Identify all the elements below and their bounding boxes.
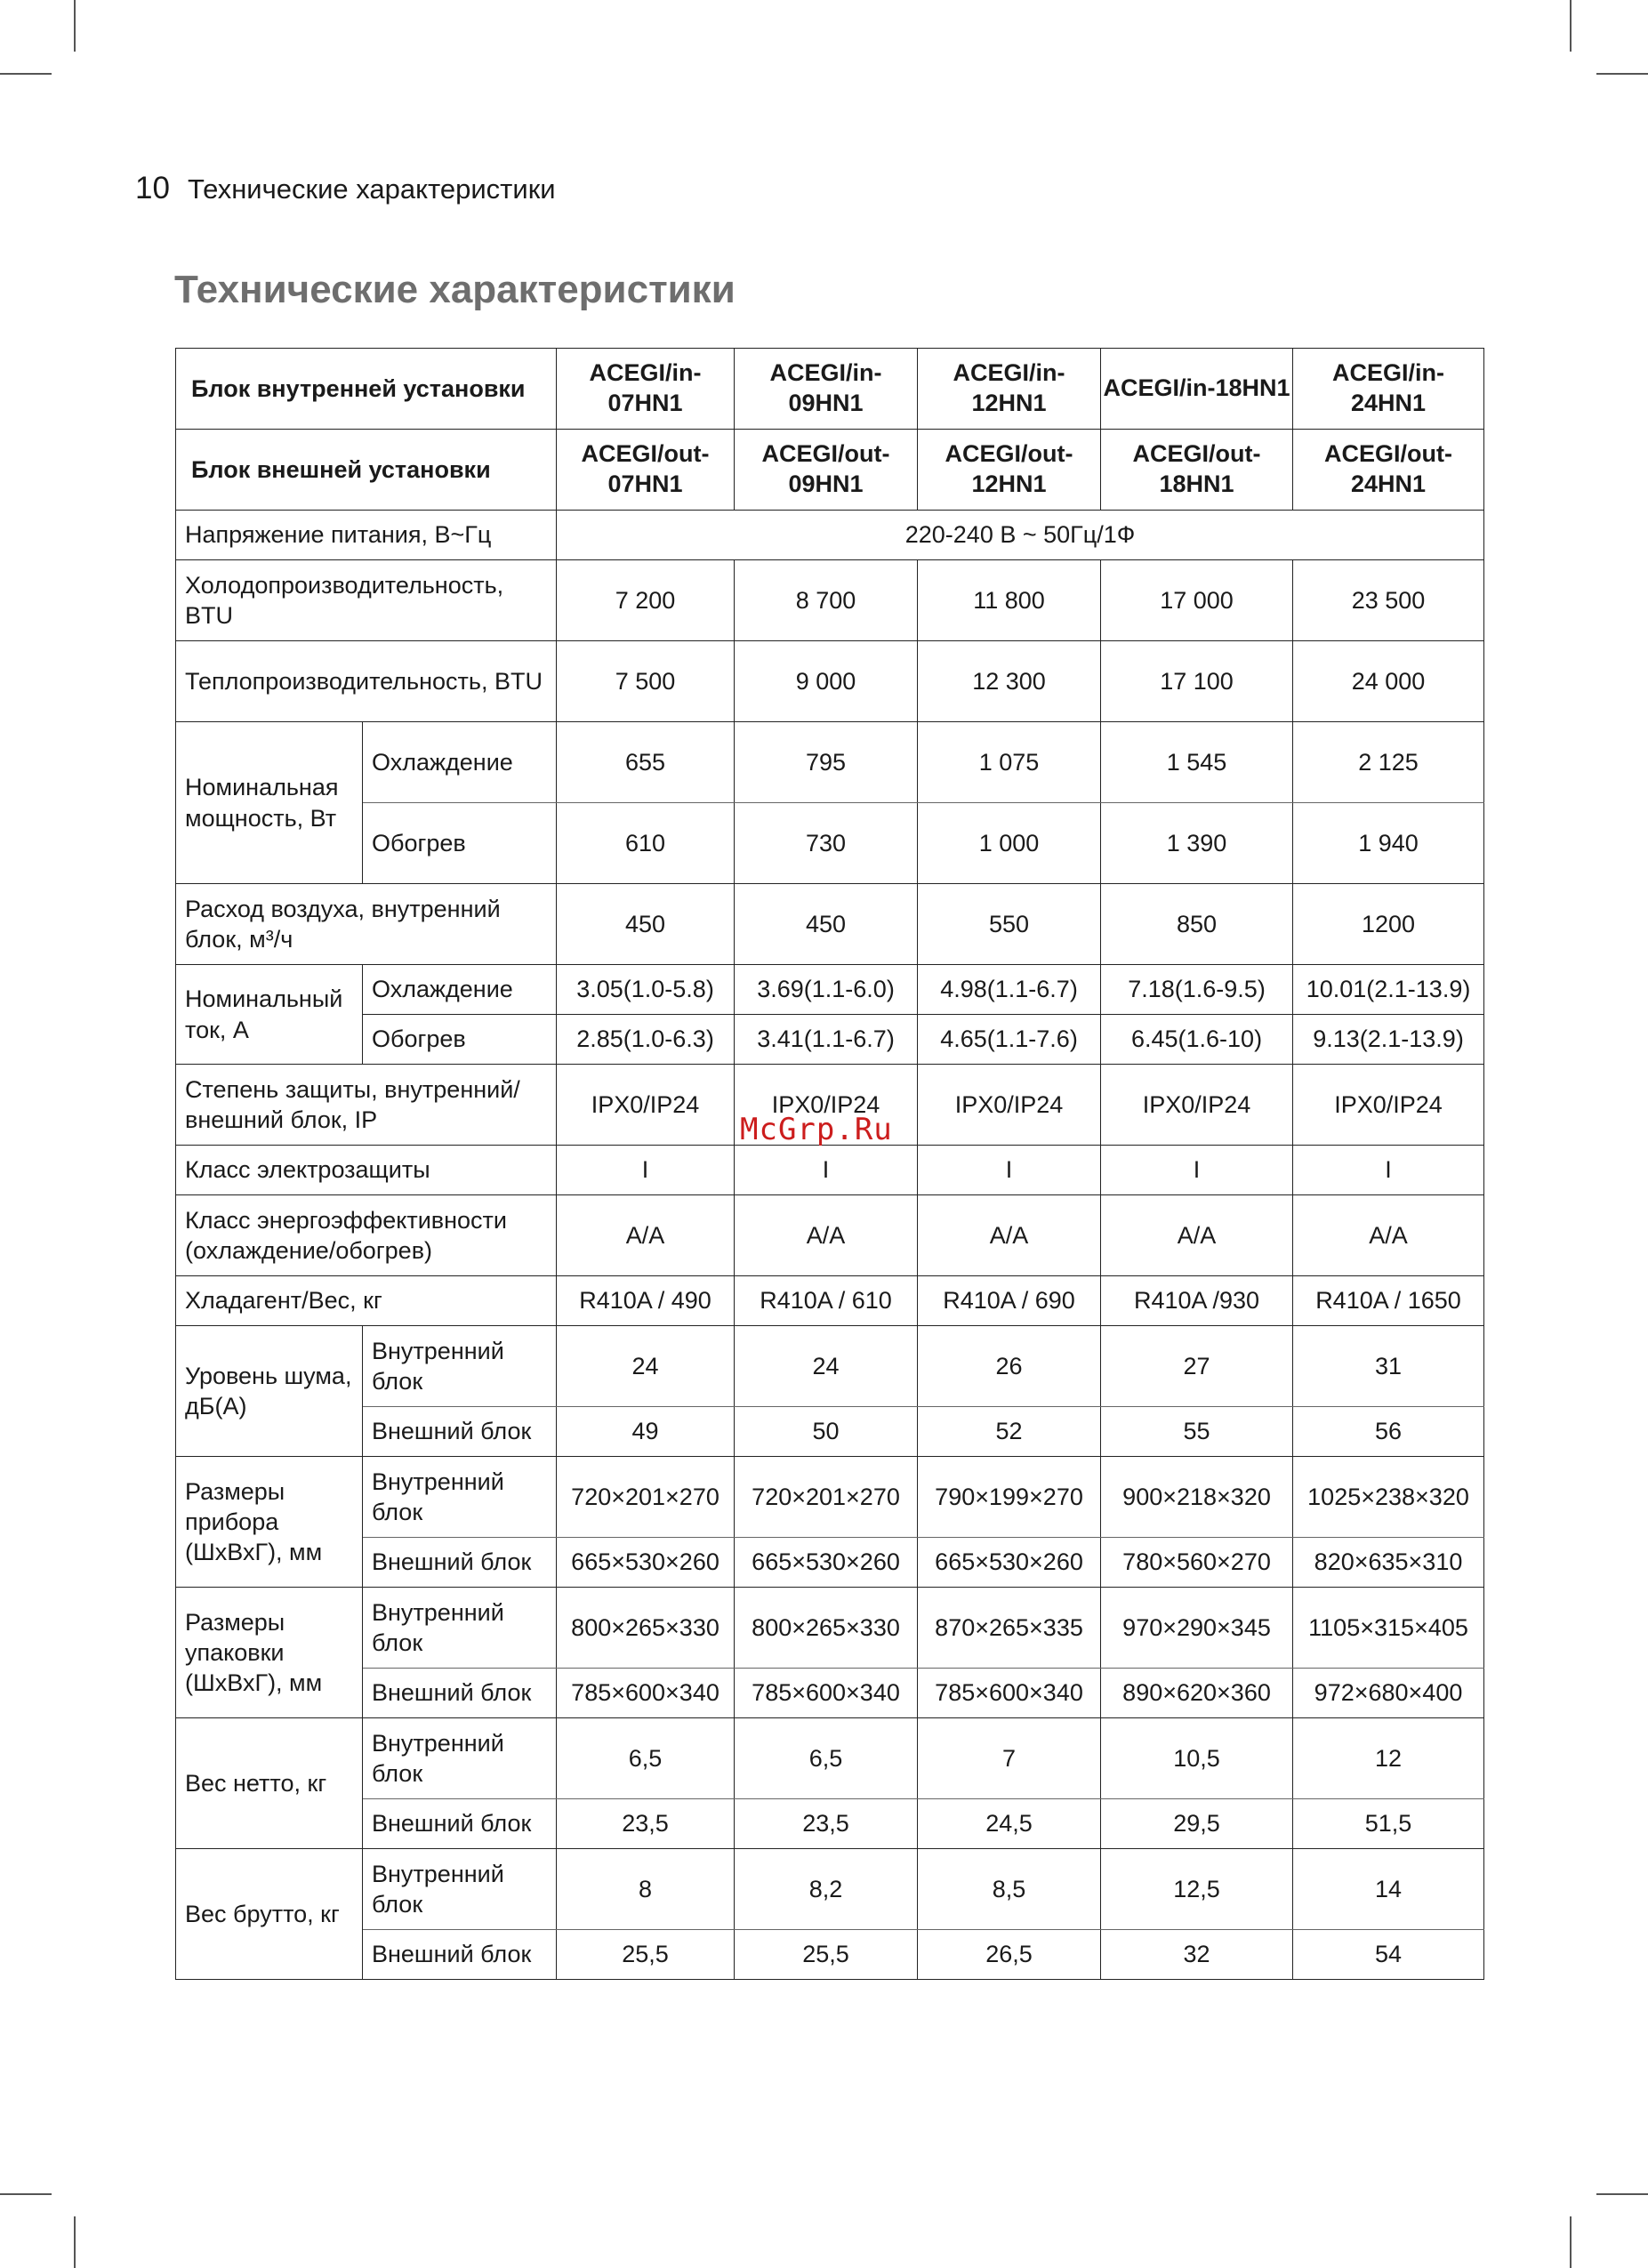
table-cell: 785×600×340: [918, 1669, 1101, 1718]
table-cell: 14: [1293, 1849, 1484, 1930]
table-cell: 720×201×270: [735, 1457, 918, 1538]
table-cell: 1200: [1293, 884, 1484, 965]
table-cell: 665×530×260: [735, 1538, 918, 1588]
row-dimensions-outdoor: [176, 1538, 1484, 1588]
page-title: Технические характеристики: [174, 268, 736, 311]
table-cell: 1 000: [918, 803, 1101, 884]
indoor-model: ACEGI/in-09HN1: [735, 349, 918, 430]
table-cell: 1105×315×405: [1293, 1588, 1484, 1669]
dimensions-outdoor-label: Внешний блок: [363, 1538, 557, 1588]
table-cell: 1 075: [918, 722, 1101, 803]
crop-mark: [1570, 0, 1572, 52]
table-cell: 820×635×310: [1293, 1538, 1484, 1588]
power-heating-label: Обогрев: [363, 803, 557, 884]
table-cell: 25,5: [557, 1930, 735, 1980]
table-cell: 7.18(1.6-9.5): [1101, 965, 1293, 1015]
table-cell: 890×620×360: [1101, 1669, 1293, 1718]
table-cell: 4.65(1.1-7.6): [918, 1015, 1101, 1065]
table-cell: 56: [1293, 1407, 1484, 1457]
table-cell: 1 545: [1101, 722, 1293, 803]
table-cell: 24: [735, 1326, 918, 1407]
table-cell: 1 390: [1101, 803, 1293, 884]
table-cell: 23,5: [735, 1799, 918, 1849]
table-cell: 23 500: [1293, 560, 1484, 641]
table-cell: R410A / 490: [557, 1276, 735, 1326]
gross-weight-label: Вес брутто, кг: [176, 1849, 363, 1980]
table-cell: 12: [1293, 1718, 1484, 1799]
table-cell: 12,5: [1101, 1849, 1293, 1930]
row-power-cooling: [176, 722, 1484, 803]
running-header: [135, 171, 556, 206]
spec-table: [175, 348, 1484, 1980]
net-weight-outdoor-label: Внешний блок: [363, 1799, 557, 1849]
table-cell: I: [557, 1146, 735, 1195]
watermark-text: McGrp.Ru: [740, 1112, 893, 1147]
table-cell: 12 300: [918, 641, 1101, 722]
table-cell: 10.01(2.1-13.9): [1293, 965, 1484, 1015]
table-cell: IPX0/IP24: [557, 1065, 735, 1146]
crop-mark: [74, 0, 76, 52]
table-cell: 972×680×400: [1293, 1669, 1484, 1718]
page-number: 10: [135, 171, 170, 205]
package-label: Размеры упаковки (ШхВхГ), мм: [176, 1588, 363, 1718]
airflow-label: Расход воздуха, внутренний блок, м³/ч: [176, 884, 557, 965]
table-cell: I: [1293, 1146, 1484, 1195]
table-cell: 550: [918, 884, 1101, 965]
table-cell: 54: [1293, 1930, 1484, 1980]
table-cell: 10,5: [1101, 1718, 1293, 1799]
table-cell: IPX0/IP24: [1101, 1065, 1293, 1146]
row-cooling-capacity: [176, 560, 1484, 641]
refrigerant-label: Хладагент/Вес, кг: [176, 1276, 557, 1326]
electric-class-label: Класс электрозащиты: [176, 1146, 557, 1195]
table-cell: 26: [918, 1326, 1101, 1407]
table-cell: 23,5: [557, 1799, 735, 1849]
outdoor-model: ACEGI/out-12HN1: [918, 430, 1101, 511]
power-label: Номинальная мощность, Вт: [176, 722, 363, 884]
net-weight-indoor-label: Внутренний блок: [363, 1718, 557, 1799]
table-cell: R410A /930: [1101, 1276, 1293, 1326]
table-cell: 11 800: [918, 560, 1101, 641]
row-heating-capacity: [176, 641, 1484, 722]
table-cell: 50: [735, 1407, 918, 1457]
row-voltage: [176, 511, 1484, 560]
crop-mark: [1596, 2193, 1648, 2195]
outdoor-model: ACEGI/out-07HN1: [557, 430, 735, 511]
table-cell: 3.05(1.0-5.8): [557, 965, 735, 1015]
table-cell: 785×600×340: [557, 1669, 735, 1718]
row-indoor-models: [176, 349, 1484, 430]
table-cell: 665×530×260: [918, 1538, 1101, 1588]
table-cell: 3.41(1.1-6.7): [735, 1015, 918, 1065]
table-cell: 8,5: [918, 1849, 1101, 1930]
table-cell: 32: [1101, 1930, 1293, 1980]
row-dimensions-indoor: [176, 1457, 1484, 1538]
table-cell: 870×265×335: [918, 1588, 1101, 1669]
crop-mark: [74, 2216, 76, 2268]
row-gross-weight-indoor: [176, 1849, 1484, 1930]
table-cell: A/A: [557, 1195, 735, 1276]
table-cell: 7 200: [557, 560, 735, 641]
table-cell: I: [1101, 1146, 1293, 1195]
row-airflow: [176, 884, 1484, 965]
current-label: Номинальный ток, А: [176, 965, 363, 1065]
table-cell: 795: [735, 722, 918, 803]
table-cell: I: [735, 1146, 918, 1195]
table-cell: 3.69(1.1-6.0): [735, 965, 918, 1015]
table-cell: I: [918, 1146, 1101, 1195]
table-cell: 6,5: [735, 1718, 918, 1799]
noise-indoor-label: Внутренний блок: [363, 1326, 557, 1407]
gross-weight-indoor-label: Внутренний блок: [363, 1849, 557, 1930]
row-current-cooling: [176, 965, 1484, 1015]
table-cell: 6.45(1.6-10): [1101, 1015, 1293, 1065]
table-cell: IPX0/IP24: [1293, 1065, 1484, 1146]
table-cell: 55: [1101, 1407, 1293, 1457]
table-cell: 665×530×260: [557, 1538, 735, 1588]
table-cell: 730: [735, 803, 918, 884]
noise-outdoor-label: Внешний блок: [363, 1407, 557, 1457]
table-cell: 51,5: [1293, 1799, 1484, 1849]
row-noise-indoor: [176, 1326, 1484, 1407]
dimensions-indoor-label: Внутренний блок: [363, 1457, 557, 1538]
crop-mark: [0, 2193, 52, 2195]
indoor-model: ACEGI/in-18HN1: [1101, 349, 1293, 430]
table-cell: 24: [557, 1326, 735, 1407]
indoor-model: ACEGI/in-24HN1: [1293, 349, 1484, 430]
indoor-model: ACEGI/in-07HN1: [557, 349, 735, 430]
table-cell: 655: [557, 722, 735, 803]
table-cell: 26,5: [918, 1930, 1101, 1980]
table-cell: 7 500: [557, 641, 735, 722]
protection-label: Степень защиты, внутренний/ внешний блок, IP: [176, 1065, 557, 1146]
table-cell: 8,2: [735, 1849, 918, 1930]
energy-class-label: Класс энергоэффективности (охлаждение/обогрев): [176, 1195, 557, 1276]
indoor-unit-label: Блок внутренней установки: [176, 349, 557, 430]
table-cell: 6,5: [557, 1718, 735, 1799]
table-cell: 800×265×330: [735, 1588, 918, 1669]
table-cell: 4.98(1.1-6.7): [918, 965, 1101, 1015]
row-gross-weight-outdoor: [176, 1930, 1484, 1980]
power-cooling-label: Охлаждение: [363, 722, 557, 803]
table-cell: 780×560×270: [1101, 1538, 1293, 1588]
table-cell: 25,5: [735, 1930, 918, 1980]
table-cell: A/A: [1101, 1195, 1293, 1276]
table-cell: A/A: [1293, 1195, 1484, 1276]
table-cell: IPX0/IP24: [918, 1065, 1101, 1146]
section-name: Технические характеристики: [187, 173, 556, 205]
row-package-outdoor: [176, 1669, 1484, 1718]
row-net-weight-indoor: [176, 1718, 1484, 1799]
current-heating-label: Обогрев: [363, 1015, 557, 1065]
net-weight-label: Вес нетто, кг: [176, 1718, 363, 1849]
voltage-value: 220-240 В ~ 50Гц/1Ф: [557, 511, 1484, 560]
table-cell: 31: [1293, 1326, 1484, 1407]
row-electric-class: [176, 1146, 1484, 1195]
table-cell: 17 100: [1101, 641, 1293, 722]
table-cell: 800×265×330: [557, 1588, 735, 1669]
table-cell: 9 000: [735, 641, 918, 722]
heating-capacity-label: Теплопроизводительность, BTU: [176, 641, 557, 722]
row-current-heating: [176, 1015, 1484, 1065]
table-cell: 450: [735, 884, 918, 965]
table-cell: 1 940: [1293, 803, 1484, 884]
row-package-indoor: [176, 1588, 1484, 1669]
table-cell: 790×199×270: [918, 1457, 1101, 1538]
table-cell: 8 700: [735, 560, 918, 641]
table-cell: R410A / 610: [735, 1276, 918, 1326]
package-outdoor-label: Внешний блок: [363, 1669, 557, 1718]
outdoor-model: ACEGI/out-24HN1: [1293, 430, 1484, 511]
cooling-capacity-label: Холодопроизводительность, BTU: [176, 560, 557, 641]
table-cell: 24 000: [1293, 641, 1484, 722]
table-cell: A/A: [735, 1195, 918, 1276]
table-cell: 2.85(1.0-6.3): [557, 1015, 735, 1065]
outdoor-model: ACEGI/out-09HN1: [735, 430, 918, 511]
table-cell: 27: [1101, 1326, 1293, 1407]
crop-mark: [1570, 2216, 1572, 2268]
row-outdoor-models: [176, 430, 1484, 511]
row-power-heating: [176, 803, 1484, 884]
table-cell: 9.13(2.1-13.9): [1293, 1015, 1484, 1065]
gross-weight-outdoor-label: Внешний блок: [363, 1930, 557, 1980]
crop-mark: [0, 73, 52, 75]
table-cell: 52: [918, 1407, 1101, 1457]
table-cell: 8: [557, 1849, 735, 1930]
row-noise-outdoor: [176, 1407, 1484, 1457]
outdoor-model: ACEGI/out-18HN1: [1101, 430, 1293, 511]
voltage-label: Напряжение питания, В~Гц: [176, 511, 557, 560]
table-cell: 24,5: [918, 1799, 1101, 1849]
row-refrigerant: [176, 1276, 1484, 1326]
table-cell: 450: [557, 884, 735, 965]
table-cell: 7: [918, 1718, 1101, 1799]
noise-label: Уровень шума, дБ(А): [176, 1326, 363, 1457]
table-cell: 610: [557, 803, 735, 884]
row-net-weight-outdoor: [176, 1799, 1484, 1849]
table-cell: 2 125: [1293, 722, 1484, 803]
outdoor-unit-label: Блок внешней установки: [176, 430, 557, 511]
table-cell: IPX0/IP24: [735, 1065, 918, 1146]
row-energy-class: [176, 1195, 1484, 1276]
table-cell: R410A / 1650: [1293, 1276, 1484, 1326]
current-cooling-label: Охлаждение: [363, 965, 557, 1015]
table-cell: 29,5: [1101, 1799, 1293, 1849]
table-cell: A/A: [918, 1195, 1101, 1276]
table-cell: 850: [1101, 884, 1293, 965]
package-indoor-label: Внутренний блок: [363, 1588, 557, 1669]
table-cell: 720×201×270: [557, 1457, 735, 1538]
table-cell: 49: [557, 1407, 735, 1457]
table-cell: 900×218×320: [1101, 1457, 1293, 1538]
dimensions-label: Размеры прибора (ШхВхГ), мм: [176, 1457, 363, 1588]
table-cell: 785×600×340: [735, 1669, 918, 1718]
table-cell: 970×290×345: [1101, 1588, 1293, 1669]
table-cell: 17 000: [1101, 560, 1293, 641]
table-cell: 1025×238×320: [1293, 1457, 1484, 1538]
crop-mark: [1596, 73, 1648, 75]
table-cell: R410A / 690: [918, 1276, 1101, 1326]
indoor-model: ACEGI/in-12HN1: [918, 349, 1101, 430]
